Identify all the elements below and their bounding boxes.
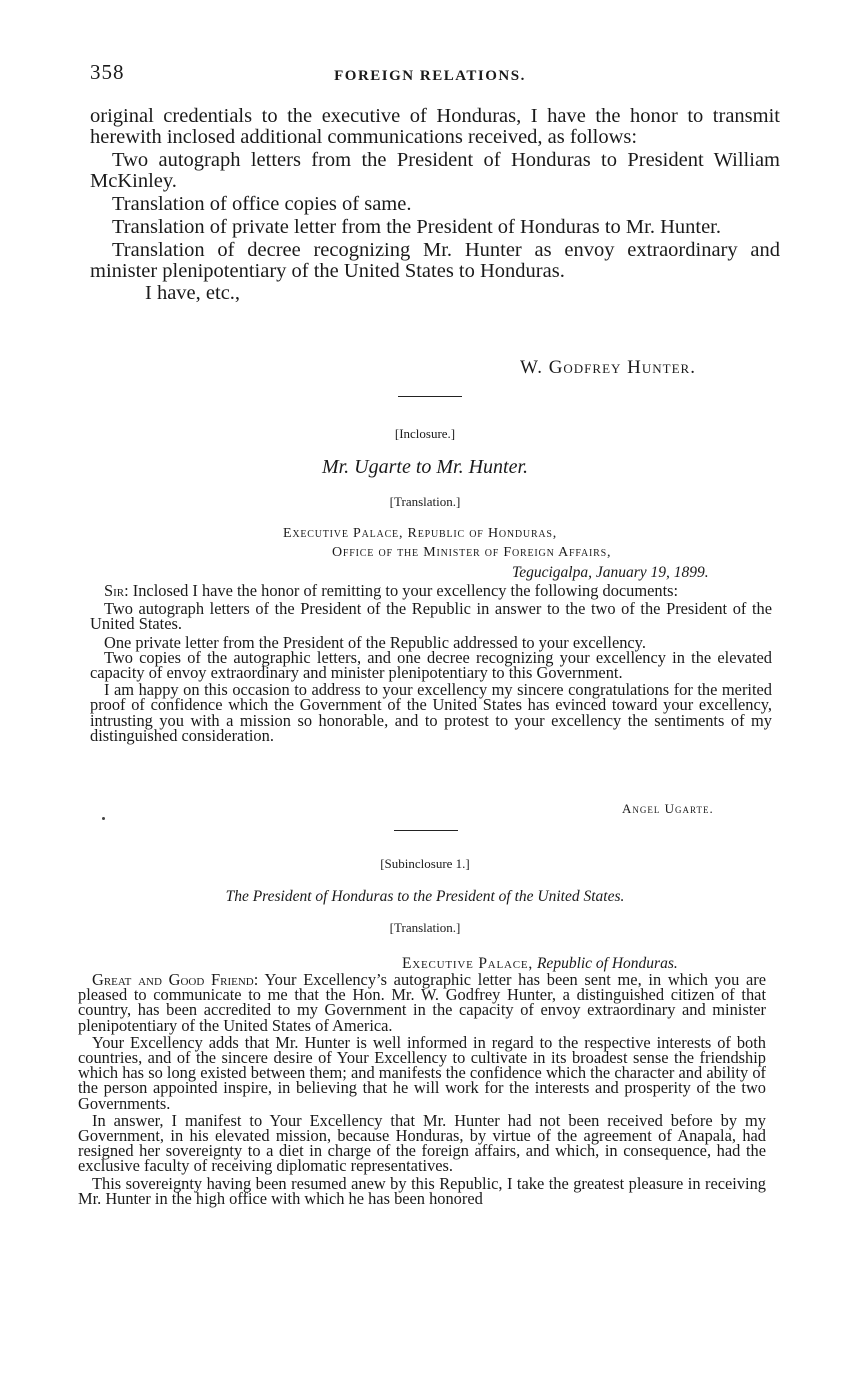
inclosure-address-line2: Office of the Minister of Foreign Affairs,	[332, 545, 612, 560]
inclosure-paragraph: Sir: Inclosed I have the honor of remitting to your excellency the following documents:	[104, 581, 679, 600]
salutation: Sir:	[104, 581, 129, 600]
inclosure-address-line1: Executive Palace, Republic of Honduras,	[283, 526, 558, 541]
letter-paragraph: Translation of office copies of same.	[112, 193, 412, 215]
inclosure-body	[90, 583, 772, 743]
subinclosure-paragraph: This sovereignty having been resumed anew by this Republic, I take the greatest pleasure in receiving Mr. Hunter in the high office with which he has been honored	[78, 1173, 766, 1208]
letter-paragraph: Translation of decree recognizing Mr. Hunter as envoy extraordinary and minister plenipotentiary of the United States to Honduras.	[90, 239, 780, 282]
subinclosure-paragraph: In answer, I manifest to Your Excellency that Mr. Hunter had not been received before by my Government, in his elevated mission, because Honduras, by virtue of the agreement of Anapala, had resigned her sovereignty to a diet in charge of the foreign affairs, and which, in consequence, had the exclusive faculty of receiving diplomatic representatives.	[78, 1110, 766, 1176]
page-number: 358	[90, 60, 125, 84]
subinclosure-translation-note: [Translation.]	[389, 920, 461, 935]
letter-closing: I have, etc.,	[145, 282, 241, 304]
letter-signature: W. Godfrey Hunter.	[520, 357, 696, 378]
inclosure-paragraph: Two autograph letters of the President of the Republic in answer to the two of the President of the United States.	[90, 599, 772, 634]
letter-body	[90, 106, 780, 304]
section-divider	[398, 396, 462, 397]
inclosure-label: [Inclosure.]	[394, 426, 456, 441]
section-divider	[394, 830, 458, 831]
inclosure-paragraph: One private letter from the President of the Republic addressed to your excellency.	[104, 632, 646, 652]
running-title: FOREIGN RELATIONS.	[334, 68, 526, 84]
subinclosure-title: The President of Honduras to the President of the United States.	[225, 888, 625, 905]
inclosure-translation-note: [Translation.]	[389, 494, 461, 509]
inclosure-signature: Angel Ugarte.	[622, 801, 714, 816]
inclosure-paragraph: I am happy on this occasion to address to your excellency my sincere congratulations for the merited proof of confidence which the Government of the United States has evinced toward your excellency, intrusting you with a mission so honorable, and to protest to your excellency the sentiments of my distinguished consideration.	[90, 680, 772, 745]
inclosure-date: Tegucigalpa, January 19, 1899.	[512, 564, 709, 581]
letter-paragraph: Translation of private letter from the President of Honduras to Mr. Hunter.	[112, 216, 722, 238]
subinclosure-body	[78, 972, 766, 1206]
subinclosure-paragraph: Your Excellency adds that Mr. Hunter is well informed in regard to the respective interests of both countries, and of the sincere desire of Your Excellency to cultivate in its broadest sense the friendship which has so long existed between them; and manifests the confidence which the character and ability of the person appointed inspire, in believing that he will work for the interests and prosperity of the two Governments.	[78, 1032, 766, 1113]
letter-paragraph: Two autograph letters from the President of Honduras to President William McKinley.	[90, 149, 780, 192]
stray-mark	[102, 817, 105, 820]
subinclosure-label: [Subinclosure 1.]	[380, 856, 470, 871]
address-prefix: Executive Palace,	[402, 955, 534, 972]
address-suffix: Republic of Honduras.	[536, 955, 678, 972]
inclosure-title: Mr. Ugarte to Mr. Hunter.	[321, 456, 529, 478]
salutation: Great and Good Friend:	[92, 970, 259, 989]
page-header	[90, 60, 770, 90]
inclosure-paragraph: Two copies of the autographic letters, and one decree recognizing your excellency in the elevated capacity of envoy extraordinary and minister plenipotentiary to this Government.	[90, 647, 772, 683]
subinclosure-paragraph: Great and Good Friend: Your Excellency’s autographic letter has been sent me, in which you are pleased to communicate to me that the Hon. Mr. W. Godfrey Hunter, a distinguished citizen of that country, has been accredited to my Government in the capacity of envoy extraordinary and minister plenipotentiary of the United States of America.	[78, 970, 766, 1035]
letter-paragraph: original credentials to the executive of Honduras, I have the honor to transmit herewith inclosed additional communications received, as follows:	[90, 105, 780, 148]
